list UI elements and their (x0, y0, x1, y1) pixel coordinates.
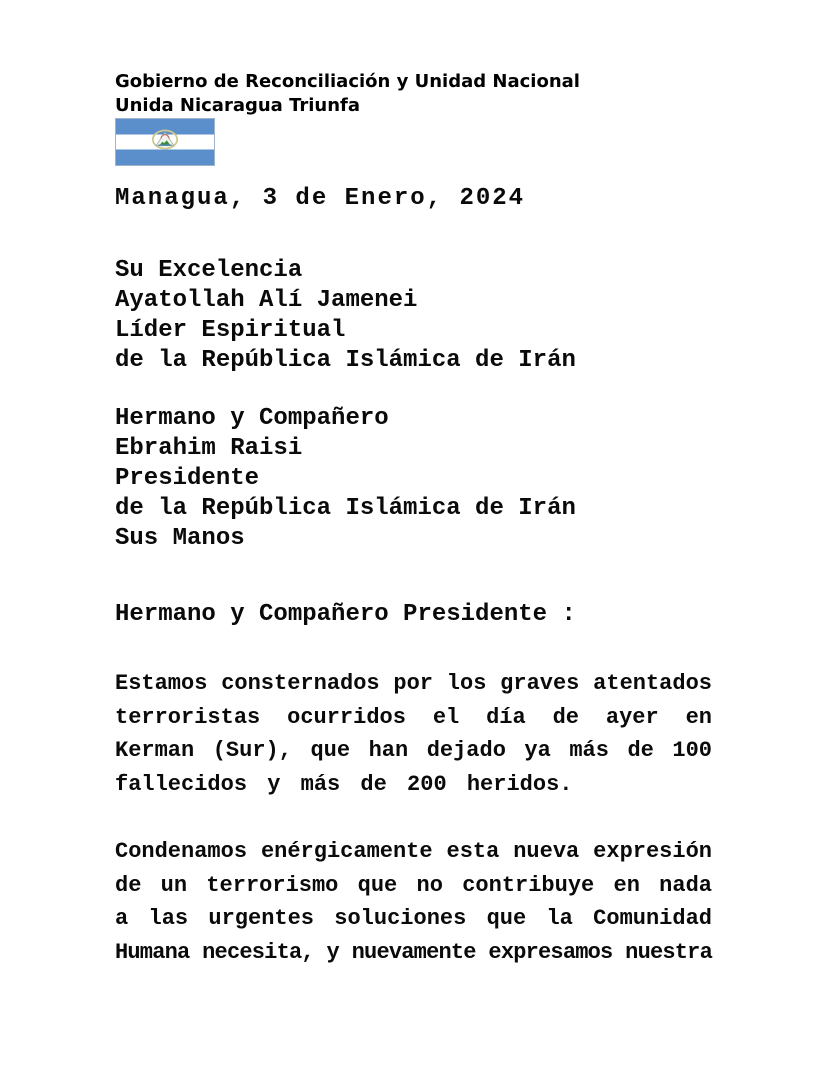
nicaragua-flag-image (115, 118, 215, 166)
date-line: Managua, 3 de Enero, 2024 (115, 185, 526, 212)
recipient-block-president (115, 404, 712, 554)
paragraph-line: terroristas ocurridos el día de ayer en (115, 704, 712, 730)
paragraph-line: a las urgentes soluciones que la Comunidad (115, 906, 712, 931)
body-paragraph-2 (115, 835, 712, 969)
paragraph-line: fallecidos y más de 200 heridos. (115, 771, 573, 797)
paragraph-line: de un terrorismo que no contribuye en nada (115, 872, 712, 898)
recipient-line: Ayatollah Alí Jamenei (115, 287, 418, 314)
coat-of-arms-icon (152, 129, 179, 156)
recipient-line: de la República Islámica de Irán (115, 347, 576, 374)
recipient-line: Líder Espiritual (115, 317, 346, 344)
paragraph-line: Kerman (Sur), que han dejado ya más de 100 (115, 738, 712, 763)
letterhead-line-1: Gobierno de Reconciliación y Unidad Nacional (115, 71, 580, 92)
recipient-line: Su Excelencia (115, 257, 303, 284)
paragraph-line: Humana necesita, y nuevamente expresamos nuestra (115, 939, 712, 965)
body-paragraph-1 (115, 667, 712, 801)
recipient-line: Presidente (115, 465, 260, 492)
letterhead (115, 70, 712, 118)
paragraph-line: Estamos consternados por los graves atentados (115, 671, 712, 696)
letterhead-line-2: Unida Nicaragua Triunfa (115, 95, 361, 116)
salutation-line: Hermano y Compañero Presidente : (115, 601, 576, 628)
recipient-line: Hermano y Compañero (115, 405, 389, 432)
recipient-line: Sus Manos (115, 525, 245, 552)
recipient-line: de la República Islámica de Irán (115, 495, 576, 522)
recipient-block-supreme-leader (115, 256, 712, 376)
paragraph-line: Condenamos enérgicamente esta nueva expresión (115, 839, 712, 864)
recipient-line: Ebrahim Raisi (115, 435, 303, 462)
